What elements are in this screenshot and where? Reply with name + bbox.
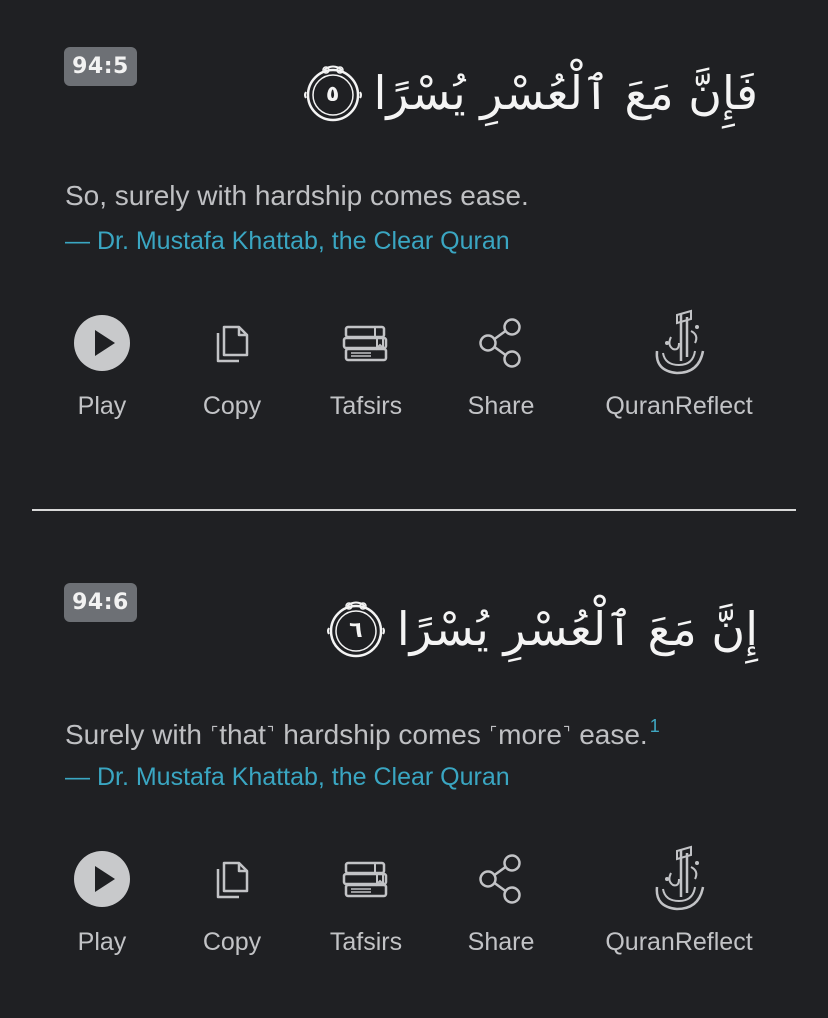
bracket-open: ⌜: [489, 725, 498, 742]
verse-actions: [0, 308, 828, 438]
play-label: Play: [77, 928, 127, 956]
play-icon: [73, 314, 131, 372]
translation-part: that: [219, 719, 266, 750]
arabic-text: إِنَّ مَعَ ٱلْعُسْرِ يُسْرًا: [396, 602, 758, 656]
quranreflect-logo-icon: [647, 843, 711, 915]
quranreflect-label: QuranReflect: [605, 928, 753, 956]
arabic-verse: [325, 584, 758, 674]
share-label: Share: [467, 928, 535, 956]
arabic-text: فَإِنَّ مَعَ ٱلْعُسْرِ يُسْرًا: [373, 66, 758, 120]
share-icon: [476, 316, 526, 370]
copy-label: Copy: [202, 392, 262, 420]
translation-part: So, surely with hardship comes ease.: [65, 180, 529, 211]
share-icon: [476, 852, 526, 906]
share-label: Share: [467, 392, 535, 420]
verse-actions: [0, 844, 828, 974]
copy-icon: [212, 857, 252, 901]
translation-part: Surely with: [65, 719, 210, 750]
tafsirs-label: Tafsirs: [329, 392, 403, 420]
translation-text: [65, 716, 660, 751]
verse-key-badge[interactable]: 94:5: [64, 47, 137, 86]
verse-key-badge[interactable]: 94:6: [64, 583, 137, 622]
footnote-link[interactable]: 1: [649, 716, 660, 736]
ayah-number: ٦: [349, 618, 363, 643]
play-icon: [73, 850, 131, 908]
bracket-close: ⌝: [562, 725, 571, 742]
arabic-verse: [302, 48, 758, 138]
ayah-number: ٥: [325, 82, 340, 107]
share-button[interactable]: [411, 844, 591, 957]
ayah-end-marker-icon: [325, 598, 387, 660]
tafsirs-label: Tafsirs: [329, 928, 403, 956]
quranreflect-button[interactable]: [589, 844, 769, 957]
quranreflect-button[interactable]: [589, 308, 769, 421]
books-icon: [341, 321, 391, 365]
translation-attribution-link[interactable]: — Dr. Mustafa Khattab, the Clear Quran: [65, 763, 510, 791]
translation-part: more: [498, 719, 562, 750]
books-icon: [341, 857, 391, 901]
ayah-end-marker-icon: [302, 62, 364, 124]
translation-part: hardship comes: [275, 719, 489, 750]
copy-label: Copy: [202, 928, 262, 956]
copy-icon: [212, 321, 252, 365]
translation-attribution-link[interactable]: — Dr. Mustafa Khattab, the Clear Quran: [65, 227, 510, 255]
quranreflect-label: QuranReflect: [605, 392, 753, 420]
translation-text: [65, 180, 529, 212]
verse-divider: [32, 509, 796, 511]
share-button[interactable]: [411, 308, 591, 421]
bracket-close: ⌝: [266, 725, 275, 742]
translation-part: ease.: [571, 719, 648, 750]
play-label: Play: [77, 392, 127, 420]
quranreflect-logo-icon: [647, 307, 711, 379]
bracket-open: ⌜: [210, 725, 219, 742]
